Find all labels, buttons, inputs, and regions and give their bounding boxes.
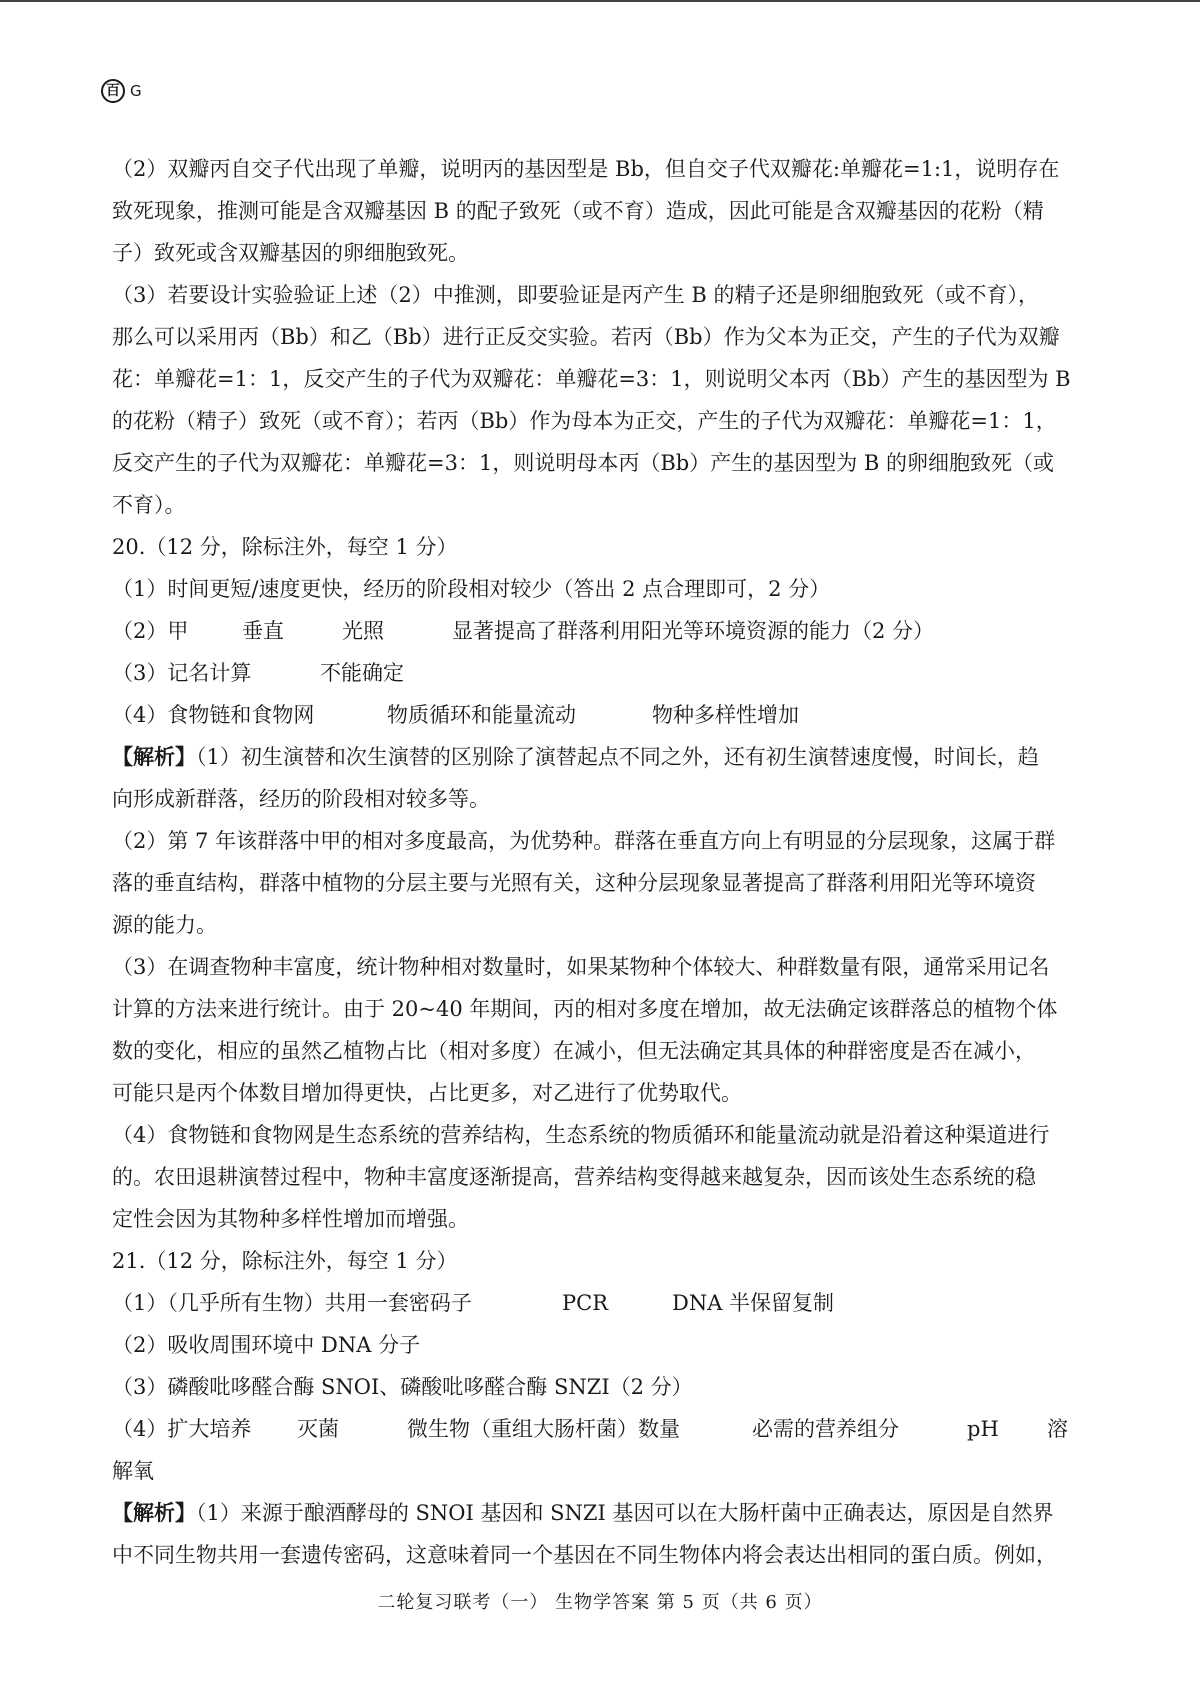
q20-analysis-4: 落的垂直结构，群落中植物的分层主要与光照有关，这种分层现象显著提高了群落利用阳光等环境资	[112, 871, 1036, 895]
answer-blank: pH	[967, 1417, 999, 1441]
q20-analysis-1	[112, 736, 1092, 778]
q19-3-line1: （3）若要设计实验验证上述（2）中推测，即要验证是丙产生 B 的精子还是卵细胞致死（或不育），	[112, 283, 1040, 307]
q19-2-line3: 子）致死或含双瓣基因的卵细胞致死。	[112, 241, 469, 265]
q19-3-line6: 不育）。	[112, 493, 186, 517]
q20-answer-2	[112, 610, 1092, 652]
answer-blank: （4）扩大培养	[112, 1417, 252, 1441]
page-footer: 二轮复习联考（一） 生物学答案 第 5 页（共 6 页）	[377, 1592, 823, 1613]
q21-answer-1	[112, 1282, 1092, 1324]
answer-blank: 灭菌	[297, 1417, 339, 1441]
brand-logo	[101, 79, 142, 103]
analysis-tag: 【解析】	[112, 1500, 196, 1525]
answer-blank: 溶	[1047, 1417, 1068, 1441]
q19-2-line2: 致死现象，推测可能是含双瓣基因 B 的配子致死（或不育）造成，因此可能是含双瓣基因的花粉（精	[112, 199, 1044, 223]
answer-blank: 不能确定	[320, 661, 404, 685]
q21-analysis-1	[112, 1492, 1092, 1534]
q20-analysis-3: （2）第 7 年该群落中甲的相对多度最高，为优势种。群落在垂直方向上有明显的分层现象，这属于群	[112, 829, 1056, 853]
answer-blank: 微生物（重组大肠杆菌）数量	[407, 1417, 680, 1441]
q21-answer-4-cont: 解氧	[112, 1459, 154, 1483]
q20-answer-3	[112, 652, 1092, 694]
brand-letter: G	[130, 82, 142, 100]
answer-blank: 显著提高了群落利用阳光等环境资源的能力（2 分）	[452, 619, 935, 643]
q20-analysis-10: （4）食物链和食物网是生态系统的营养结构，生态系统的物质循环和能量流动就是沿着这种渠道进行	[112, 1123, 1050, 1147]
q19-3-line4: 的花粉（精子）致死（或不育）；若丙（Bb）作为母本为正交，产生的子代为双瓣花：单瓣花=1：1，	[112, 409, 1057, 433]
answer-blank: （4）食物链和食物网	[112, 703, 315, 727]
answer-blank: 光照	[342, 619, 384, 643]
q21-answer-3: （3）磷酸吡哆醛合酶 SNOI、磷酸吡哆醛合酶 SNZI（2 分）	[112, 1375, 693, 1399]
answer-blank: 必需的营养组分	[752, 1417, 899, 1441]
q19-2-line1: （2）双瓣丙自交子代出现了单瓣，说明丙的基因型是 Bb，但自交子代双瓣花:单瓣花=1:1，说明存在	[112, 157, 1060, 181]
answer-blank: 物质循环和能量流动	[387, 703, 576, 727]
q20-analysis-12: 定性会因为其物种多样性增加而增强。	[112, 1207, 469, 1231]
answer-blank: 物种多样性增加	[652, 703, 799, 727]
brand-mark-icon: 百	[101, 79, 125, 103]
q20-analysis-6: （3）在调查物种丰富度，统计物种相对数量时，如果某物种个体较大、种群数量有限，通常采用记名	[112, 955, 1050, 979]
q20-analysis-5: 源的能力。	[112, 913, 217, 937]
analysis-text: （1）初生演替和次生演替的区别除了演替起点不同之外，还有初生演替速度慢，时间长，趋	[196, 745, 1039, 769]
q20-analysis-8: 数的变化，相应的虽然乙植物占比（相对多度）在减小，但无法确定其具体的种群密度是否在减小，	[112, 1039, 1036, 1063]
q20-heading: 20.（12 分，除标注外，每空 1 分）	[112, 535, 458, 559]
answer-body	[112, 148, 1092, 1576]
analysis-text: （1）来源于酿酒酵母的 SNOI 基因和 SNZI 基因可以在大肠杆菌中正确表达，原因是自然界	[196, 1501, 1054, 1525]
q21-answer-4	[112, 1408, 1092, 1450]
answer-blank: （1）（几乎所有生物）共用一套密码子	[112, 1291, 472, 1315]
q20-analysis-9: 可能只是丙个体数目增加得更快，占比更多，对乙进行了优势取代。	[112, 1081, 742, 1105]
answer-blank: （3）记名计算	[112, 661, 252, 685]
answer-blank: 垂直	[242, 619, 284, 643]
q21-analysis-2: 中不同生物共用一套遗传密码，这意味着同一个基因在不同生物体内将会表达出相同的蛋白质。例如，	[112, 1543, 1057, 1567]
q21-heading: 21.（12 分，除标注外，每空 1 分）	[112, 1249, 458, 1273]
q20-answer-1: （1）时间更短/速度更快，经历的阶段相对较少（答出 2 点合理即可，2 分）	[112, 577, 831, 601]
q20-analysis-11: 的。农田退耕演替过程中，物种丰富度逐渐提高，营养结构变得越来越复杂，因而该处生态系统的稳	[112, 1165, 1036, 1189]
analysis-tag: 【解析】	[112, 744, 196, 769]
q20-analysis-2: 向形成新群落，经历的阶段相对较多等。	[112, 787, 490, 811]
answer-blank: PCR	[562, 1291, 609, 1315]
q20-answer-4	[112, 694, 1092, 736]
q20-analysis-7: 计算的方法来进行统计。由于 20~40 年期间，丙的相对多度在增加，故无法确定该群落总的植物个体	[112, 997, 1058, 1021]
q19-3-line3: 花：单瓣花=1：1，反交产生的子代为双瓣花：单瓣花=3：1，则说明父本丙（Bb）产生的基因型为 B	[112, 367, 1071, 391]
q21-answer-2: （2）吸收周围环境中 DNA 分子	[112, 1333, 421, 1357]
q19-3-line2: 那么可以采用丙（Bb）和乙（Bb）进行正反交实验。若丙（Bb）作为父本为正交，产生的子代为双瓣	[112, 325, 1060, 349]
q19-3-line5: 反交产生的子代为双瓣花：单瓣花=3：1，则说明母本丙（Bb）产生的基因型为 B 的卵细胞致死（或	[112, 451, 1054, 475]
top-rule	[0, 0, 1200, 2]
answer-blank: （2）甲	[112, 619, 189, 643]
answer-blank: DNA 半保留复制	[672, 1291, 835, 1315]
